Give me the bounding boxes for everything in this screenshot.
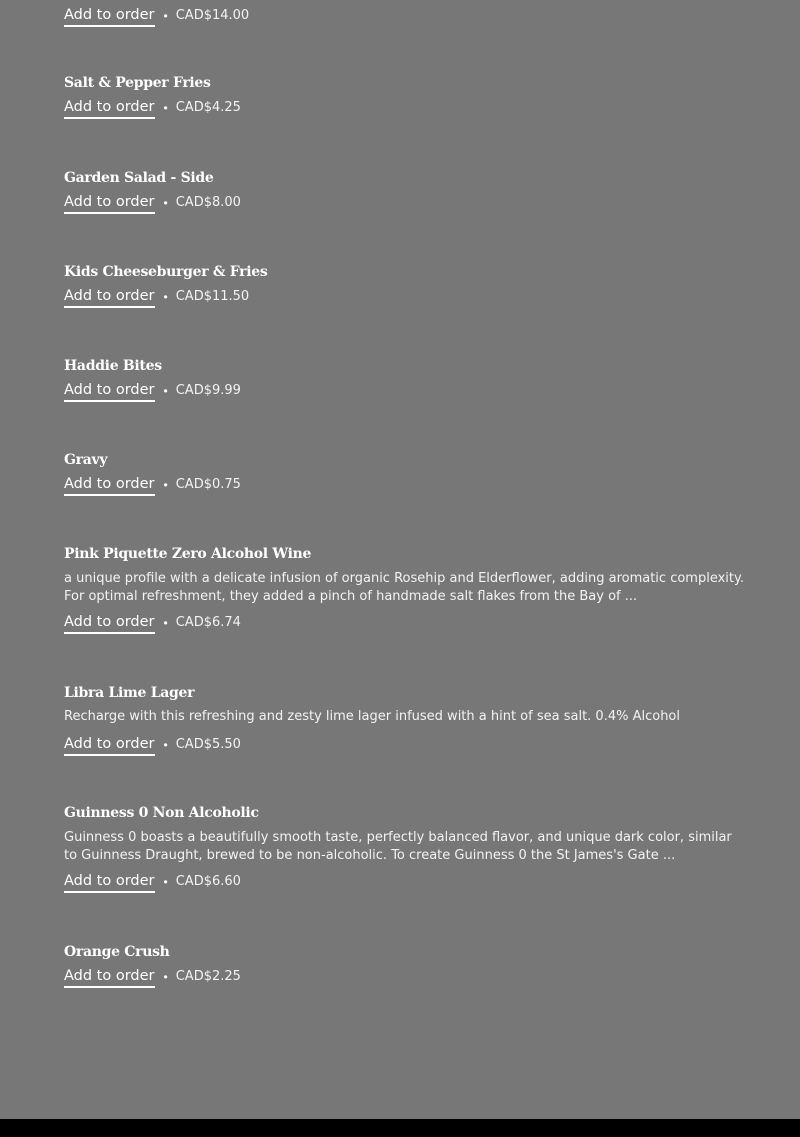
item-price: CAD$6.74 (175, 615, 241, 630)
separator-dot: • (163, 970, 168, 984)
item-name: Haddie Bites (64, 358, 162, 374)
add-to-order-button[interactable]: Add to order (64, 475, 155, 496)
item-price: CAD$6.60 (175, 874, 241, 889)
menu-item (64, 263, 744, 308)
item-name: Libra Lime Lager (64, 685, 195, 701)
order-row (64, 966, 744, 988)
separator-dot: • (163, 616, 168, 630)
separator-dot: • (163, 196, 168, 210)
separator-dot: • (163, 875, 168, 889)
order-row (64, 734, 744, 756)
separator-dot: • (163, 101, 168, 115)
item-description: Recharge with this refreshing and zesty lime lager infused with a hint of sea salt. 0.4% Alcohol (64, 709, 681, 724)
item-price: CAD$11.50 (175, 289, 250, 304)
separator-dot: • (163, 384, 168, 398)
footer-bar (0, 1119, 800, 1137)
separator-dot: • (163, 738, 168, 752)
item-price: CAD$8.00 (175, 195, 241, 210)
add-to-order-button[interactable]: Add to order (64, 613, 155, 634)
menu-item (64, 74, 744, 119)
item-name: Orange Crush (64, 944, 170, 960)
menu-item-partial (64, 5, 744, 27)
order-row (64, 97, 744, 119)
menu-item (64, 357, 744, 402)
menu-item (64, 545, 744, 634)
add-to-order-button[interactable]: Add to order (64, 967, 155, 988)
order-row (64, 286, 744, 308)
order-row (64, 612, 744, 634)
item-price: CAD$2.25 (175, 969, 241, 984)
item-price: CAD$4.25 (175, 100, 241, 115)
add-to-order-button[interactable]: Add to order (64, 193, 155, 214)
item-name: Garden Salad - Side (64, 170, 214, 186)
order-row (64, 474, 744, 496)
menu-item (64, 804, 744, 893)
separator-dot: • (163, 478, 168, 492)
add-to-order-button[interactable]: Add to order (64, 872, 155, 893)
add-to-order-button[interactable]: Add to order (64, 287, 155, 308)
separator-dot: • (163, 9, 168, 23)
item-name: Gravy (64, 452, 108, 468)
menu-item (64, 943, 744, 988)
add-to-order-button[interactable]: Add to order (64, 735, 155, 756)
order-row (64, 192, 744, 214)
item-price: CAD$0.75 (175, 477, 241, 492)
order-row (64, 380, 744, 402)
item-description: Guinness 0 boasts a beautifully smooth taste, perfectly balanced flavor, and unique dark color, similar to Guinness Draught, brewed to be non-alcoholic. To create Guinness 0 the St James's Gate ... (64, 830, 732, 863)
menu-item (64, 684, 744, 756)
menu-item (64, 451, 744, 496)
item-name: Pink Piquette Zero Alcohol Wine (64, 546, 312, 562)
item-name: Guinness 0 Non Alcoholic (64, 805, 259, 821)
item-description: a unique profile with a delicate infusion of organic Rosehip and Elderflower, adding aromatic complexity. For optimal refreshment, they added a pinch of handmade salt flakes from the Bay of ... (64, 571, 744, 604)
item-name: Kids Cheeseburger & Fries (64, 264, 268, 280)
separator-dot: • (163, 290, 168, 304)
order-row (64, 5, 744, 27)
add-to-order-button[interactable]: Add to order (64, 381, 155, 402)
item-name: Salt & Pepper Fries (64, 75, 211, 91)
item-price: CAD$14.00 (175, 8, 250, 23)
add-to-order-button[interactable]: Add to order (64, 98, 155, 119)
menu-item (64, 169, 744, 214)
add-to-order-button[interactable]: Add to order (64, 6, 155, 27)
item-price: CAD$5.50 (175, 737, 241, 752)
order-row (64, 871, 744, 893)
item-price: CAD$9.99 (175, 383, 241, 398)
